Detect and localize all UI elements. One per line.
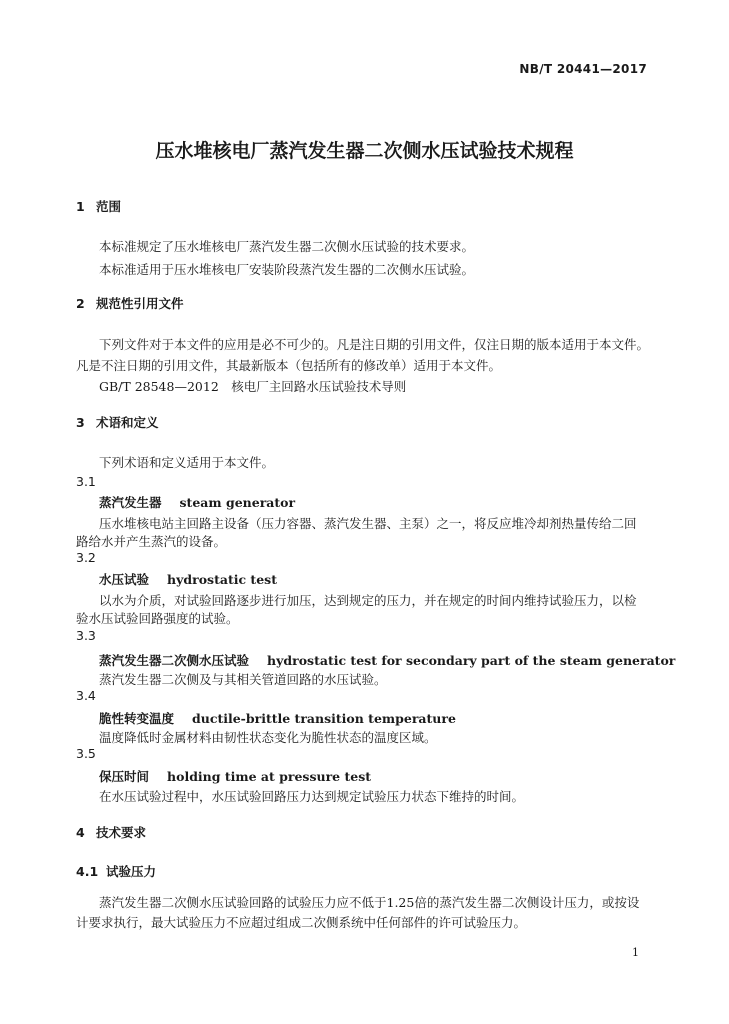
term-english: ductile-brittle transition temperature (192, 711, 456, 726)
term-definition: 在水压试验过程中，水压试验回路压力达到规定试验压力状态下维持的时间。 (99, 789, 525, 804)
term-english: hydrostatic test (167, 572, 277, 587)
term-definition: 以水为介质，对试验回路逐步进行加压，达到规定的压力，并在规定的时间内维持试验压力，以检 (99, 593, 637, 608)
normative-reference: GB/T 28548—2012 核电厂主回路水压试验技术导则 (99, 379, 407, 394)
term-english: hydrostatic test for secondary part of the steam generator (267, 653, 676, 668)
section-title: 技术要求 (96, 825, 147, 840)
term-definition-continuation: 路给水并产生蒸汽的设备。 (76, 534, 227, 549)
subsection-number: 4.1 (76, 864, 99, 879)
term-definition-continuation: 验水压试验回路强度的试验。 (76, 611, 239, 626)
section-number: 3 (76, 415, 85, 430)
term-english: steam generator (179, 495, 296, 510)
section-number: 2 (76, 296, 85, 311)
subsection-title: 试验压力 (106, 864, 157, 879)
section-1-heading (76, 197, 121, 215)
term-english: holding time at pressure test (167, 769, 372, 784)
paragraph: 下列术语和定义适用于本文件。 (99, 455, 275, 470)
term-chinese: 水压试验 (99, 572, 150, 587)
paragraph-continuation: 凡是不注日期的引用文件，其最新版本（包括所有的修改单）适用于本文件。 (76, 358, 502, 373)
term-chinese: 脆性转变温度 (99, 711, 175, 726)
paragraph: 本标准适用于压水堆核电厂安装阶段蒸汽发生器的二次侧水压试验。 (99, 262, 475, 277)
section-number: 4 (76, 825, 85, 840)
section-4-heading (76, 823, 146, 841)
term-heading (99, 709, 456, 727)
subsection-4-1-heading (76, 862, 156, 880)
term-heading (99, 570, 277, 588)
page-number: 1 (632, 946, 639, 959)
paragraph-continuation: 计要求执行，最大试验压力不应超过组成二次侧系统中任何部件的许可试验压力。 (76, 915, 527, 930)
term-number: 3.2 (76, 550, 96, 565)
section-2-heading (76, 294, 184, 312)
term-chinese: 蒸汽发生器 (99, 495, 162, 510)
term-number: 3.1 (76, 474, 96, 489)
term-heading (99, 767, 371, 785)
term-number: 3.5 (76, 746, 96, 761)
section-title: 规范性引用文件 (96, 296, 184, 311)
page-title: 压水堆核电厂蒸汽发生器二次侧水压试验技术规程 (155, 140, 574, 162)
paragraph: 蒸汽发生器二次侧水压试验回路的试验压力应不低于1.25倍的蒸汽发生器二次侧设计压力，或按设 (99, 895, 640, 910)
term-definition: 蒸汽发生器二次侧及与其相关管道回路的水压试验。 (99, 672, 387, 687)
term-chinese: 蒸汽发生器二次侧水压试验 (99, 653, 250, 668)
section-number: 1 (76, 199, 85, 214)
section-title: 术语和定义 (96, 415, 159, 430)
standard-code: NB/T 20441—2017 (519, 62, 647, 76)
paragraph: 下列文件对于本文件的应用是必不可少的。凡是注日期的引用文件，仅注日期的版本适用于本文件。 (99, 337, 650, 352)
paragraph: 本标准规定了压水堆核电厂蒸汽发生器二次侧水压试验的技术要求。 (99, 239, 475, 254)
term-definition: 温度降低时金属材料由韧性状态变化为脆性状态的温度区域。 (99, 730, 437, 745)
term-chinese: 保压时间 (99, 769, 150, 784)
term-number: 3.4 (76, 688, 96, 703)
term-number: 3.3 (76, 628, 96, 643)
term-heading (99, 651, 675, 669)
section-3-heading (76, 413, 159, 431)
section-title: 范围 (96, 199, 122, 214)
term-definition: 压水堆核电站主回路主设备（压力容器、蒸汽发生器、主泵）之一，将反应堆冷却剂热量传给二回 (99, 516, 637, 531)
term-heading (99, 493, 295, 511)
